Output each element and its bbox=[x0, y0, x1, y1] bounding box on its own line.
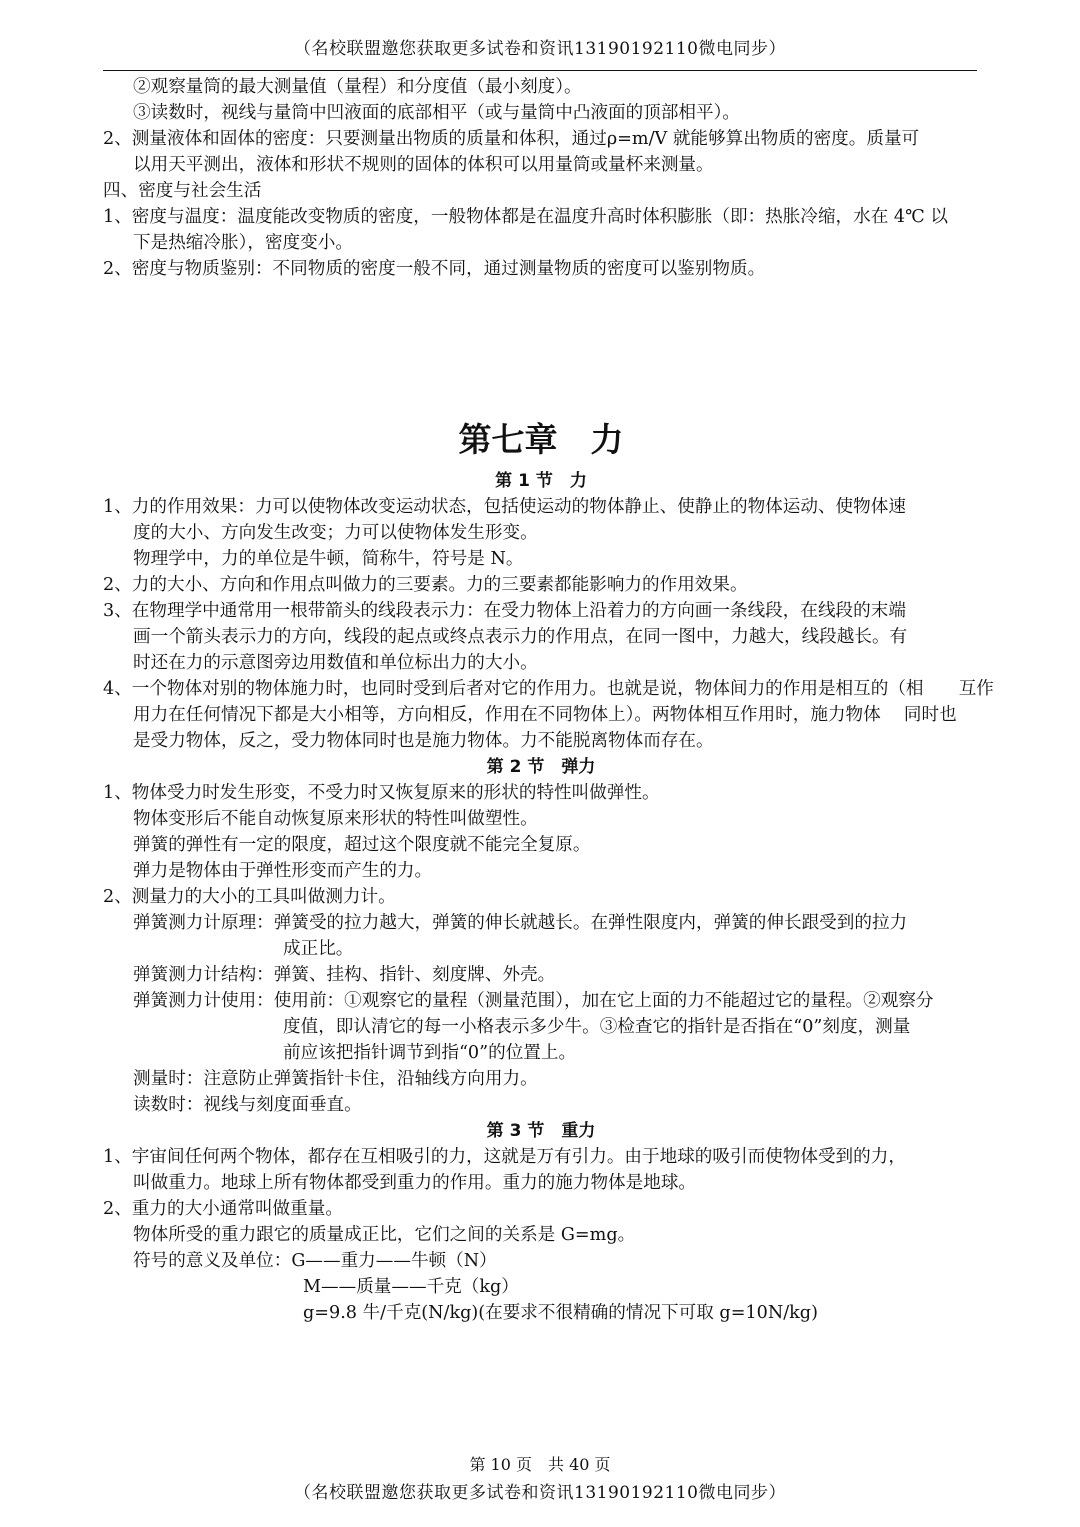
footer-banner: （名校联盟邀您获取更多试卷和资讯13190192110微电同步） bbox=[294, 1483, 786, 1503]
text-line: 1、物体受力时发生形变，不受力时又恢复原来的形状的特性叫做弹性。 bbox=[103, 783, 660, 803]
page-content bbox=[103, 74, 994, 1326]
subheading: 四、密度与社会生活 bbox=[103, 181, 262, 201]
text-line: 用力在任何情况下都是大小相等，方向相反，作用在不同物体上）。两物体相互作用时，施力物体 同时也 bbox=[133, 705, 957, 725]
text-line: 3、在物理学中通常用一根带箭头的线段表示力：在受力物体上沿着力的方向画一条线段，在线段的末端 bbox=[103, 601, 906, 621]
text-line: 2、测量力的大小的工具叫做测力计。 bbox=[103, 887, 396, 907]
text-line: 弹力是物体由于弹性形变而产生的力。 bbox=[133, 861, 433, 881]
text-line: ③读数时，视线与量筒中凹液面的底部相平（或与量筒中凸液面的顶部相平）。 bbox=[133, 103, 740, 123]
section-title: 第 1 节 力 bbox=[495, 471, 587, 491]
text-line: 弹簧的弹性有一定的限度，超过这个限度就不能完全复原。 bbox=[133, 835, 591, 855]
text-line: 1、密度与温度：温度能改变物质的密度，一般物体都是在温度升高时体积膨胀（即：热胀冷缩，水在 4℃ 以 bbox=[103, 207, 948, 227]
text-line: 叫做重力。地球上所有物体都受到重力的作用。重力的施力物体是地球。 bbox=[133, 1173, 697, 1193]
text-line: 度值，即认清它的每一小格表示多少牛。③检查它的指针是否指在“0”刻度，测量 bbox=[283, 1017, 911, 1037]
page-number: 第 10 页 共 40 页 bbox=[469, 1455, 611, 1474]
text-line: 弹簧测力计使用：使用前：①观察它的量程（测量范围），加在它上面的力不能超过它的量程。②观察分 bbox=[133, 991, 934, 1011]
text-line: 画一个箭头表示力的方向，线段的起点或终点表示力的作用点，在同一图中，力越大，线段越长。有 bbox=[133, 627, 908, 647]
text-line: 符号的意义及单位：G——重力——牛顿（N） bbox=[133, 1251, 497, 1271]
text-line: ②观察量筒的最大测量值（量程）和分度值（最小刻度）。 bbox=[133, 77, 582, 97]
text-line: 前应该把指针调节到指“0”的位置上。 bbox=[283, 1043, 577, 1063]
header-banner: （名校联盟邀您获取更多试卷和资讯13190192110微电同步） bbox=[294, 39, 786, 59]
text-line: 2、测量液体和固体的密度：只要测量出物质的质量和体积，通过ρ=m/V 就能够算出物质的密度。质量可 bbox=[103, 129, 920, 149]
text-line: 4、一个物体对别的物体施力时，也同时受到后者对它的作用力。也就是说，物体间力的作用是相互的（相 互作 bbox=[103, 679, 994, 699]
section-title: 第 2 节 弹力 bbox=[486, 757, 596, 777]
text-line: M——质量——千克（kg） bbox=[303, 1277, 519, 1297]
header-rule bbox=[103, 70, 977, 71]
text-line: 物体变形后不能自动恢复原来形状的特性叫做塑性。 bbox=[133, 809, 538, 829]
text-line: 弹簧测力计原理：弹簧受的拉力越大，弹簧的伸长就越长。在弹性限度内，弹簧的伸长跟受到的拉力 bbox=[133, 913, 908, 933]
text-line: 物理学中，力的单位是牛顿，简称牛，符号是 N。 bbox=[133, 549, 524, 569]
text-line: 读数时：视线与刻度面垂直。 bbox=[133, 1095, 362, 1115]
section-title: 第 3 节 重力 bbox=[486, 1121, 596, 1141]
text-line: g=9.8 牛/千克(N/kg)(在要求不很精确的情况下可取 g=10N/kg) bbox=[303, 1303, 818, 1323]
text-line: 度的大小、方向发生改变；力可以使物体发生形变。 bbox=[133, 523, 538, 543]
text-line: 是受力物体，反之，受力物体同时也是施力物体。力不能脱离物体而存在。 bbox=[133, 731, 714, 751]
text-line: 2、密度与物质鉴别：不同物质的密度一般不同，通过测量物质的密度可以鉴别物质。 bbox=[103, 259, 766, 279]
text-line: 1、力的作用效果：力可以使物体改变运动状态，包括使运动的物体静止、使静止的物体运动、使物体速 bbox=[103, 497, 906, 517]
text-line: 成正比。 bbox=[283, 939, 354, 959]
text-line: 弹簧测力计结构：弹簧、挂构、指针、刻度牌、外壳。 bbox=[133, 965, 556, 985]
text-line: 1、宇宙间任何两个物体，都存在互相吸引的力，这就是万有引力。由于地球的吸引而使物体受到的力， bbox=[103, 1147, 906, 1167]
text-line: 以用天平测出，液体和形状不规则的固体的体积可以用量筒或量杯来测量。 bbox=[133, 155, 714, 175]
spacer bbox=[103, 282, 979, 412]
chapter-title: 第七章 力 bbox=[458, 420, 624, 459]
text-line: 物体所受的重力跟它的质量成正比，它们之间的关系是 G=mg。 bbox=[133, 1225, 636, 1245]
text-line: 测量时：注意防止弹簧指针卡住，沿轴线方向用力。 bbox=[133, 1069, 538, 1089]
text-line: 2、重力的大小通常叫做重量。 bbox=[103, 1199, 343, 1219]
text-line: 时还在力的示意图旁边用数值和单位标出力的大小。 bbox=[133, 653, 538, 673]
text-line: 下是热缩冷胀），密度变小。 bbox=[133, 233, 353, 253]
text-line: 2、力的大小、方向和作用点叫做力的三要素。力的三要素都能影响力的作用效果。 bbox=[103, 575, 748, 595]
